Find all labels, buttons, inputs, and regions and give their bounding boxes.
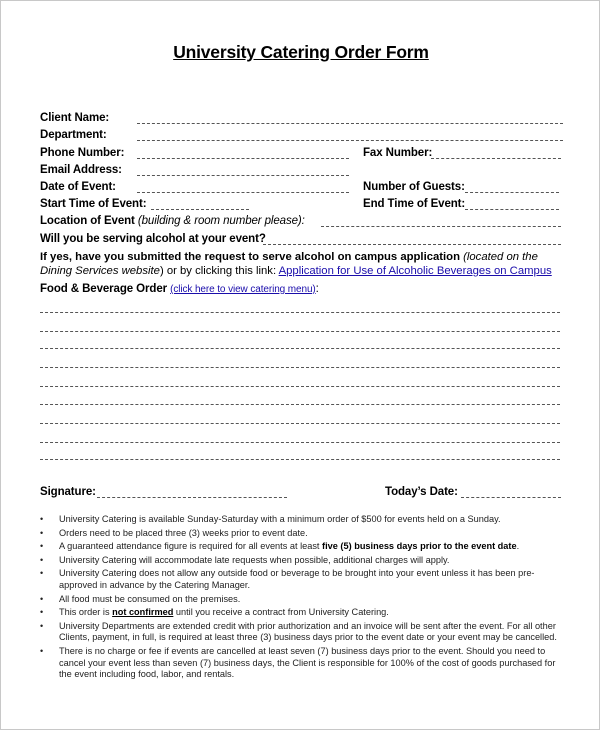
todays-date-label: Today’s Date:: [385, 486, 458, 498]
food-order-line-7[interactable]: [40, 423, 560, 424]
location-label: [40, 215, 305, 227]
food-order-line-9[interactable]: [40, 459, 560, 460]
fax-number-label: Fax Number:: [363, 147, 433, 159]
department-field[interactable]: [137, 140, 563, 141]
food-order-line-8[interactable]: [40, 442, 560, 443]
policy-item: • A guaranteed attendance figure is required for all events at least five (5) business days prior to the event date.: [40, 541, 570, 553]
policy-item: • University Departments are extended credit with prior authorization and an invoice will be sent after the event. For all other Clients, payment, in full, is required at least three (3) business days prior to the event date or your event may be cancelled.: [40, 621, 570, 644]
email-address-label: Email Address:: [40, 164, 122, 176]
policy-item: • Orders need to be placed three (3) weeks prior to event date.: [40, 528, 570, 540]
end-time-label: End Time of Event:: [363, 198, 466, 210]
client-name-label: Client Name:: [40, 112, 110, 124]
alcohol-field[interactable]: [263, 244, 561, 245]
food-order-line-5[interactable]: [40, 386, 560, 387]
email-address-field[interactable]: [137, 175, 349, 176]
fax-number-field[interactable]: [431, 158, 561, 159]
food-order-line-2[interactable]: [40, 331, 560, 332]
alcohol-request-question: If yes, have you submitted the request to serve alcohol on campus application: [40, 251, 460, 263]
location-field[interactable]: [321, 226, 561, 227]
alcohol-application-link[interactable]: Application for Use of Alcoholic Beverages on Campus: [278, 264, 552, 277]
alcohol-request-paragraph: [40, 251, 570, 278]
policy-emphasis: not confirmed: [112, 607, 174, 618]
page-title: University Catering Order Form: [173, 42, 429, 62]
client-name-field[interactable]: [137, 123, 563, 124]
location-hint: (building & room number please):: [137, 215, 305, 227]
todays-date-field[interactable]: [461, 497, 561, 498]
food-beverage-colon: :: [315, 283, 319, 295]
signature-label: Signature:: [40, 486, 96, 498]
food-order-line-3[interactable]: [40, 348, 560, 349]
phone-number-field[interactable]: [137, 158, 349, 159]
catering-menu-link[interactable]: (click here to view catering menu): [170, 284, 316, 295]
signature-field[interactable]: [97, 497, 287, 498]
alcohol-request-location-note: (located on the Dining Services website: [40, 251, 538, 277]
phone-number-label: Phone Number:: [40, 147, 125, 159]
date-of-event-label: Date of Event:: [40, 181, 116, 193]
policy-emphasis: five (5) business days prior to the event date: [322, 541, 517, 552]
policy-item: • University Catering will accommodate late requests when possible, additional charges will apply.: [40, 555, 570, 567]
start-time-label: Start Time of Event:: [40, 198, 147, 210]
policies-list: [40, 514, 570, 683]
alcohol-request-link-intro: ) or by clicking this link:: [159, 264, 279, 277]
policy-item: • There is no charge or fee if events are cancelled at least seven (7) business days prior to the event. Should you need to cancel your event less than seven (7) business days, the Client is responsible for 100% of the cost of goods purchased for the event including food, labor, and rentals.: [40, 646, 570, 681]
department-label: Department:: [40, 129, 107, 141]
number-of-guests-field[interactable]: [465, 192, 559, 193]
date-of-event-field[interactable]: [137, 192, 349, 193]
policy-item: • This order is not confirmed until you receive a contract from University Catering.: [40, 607, 570, 619]
food-order-line-4[interactable]: [40, 367, 560, 368]
food-beverage-label: Food & Beverage Order: [40, 283, 167, 295]
policy-item: • University Catering does not allow any outside food or beverage to be brought into your event unless it has been pre-approved in advance by the Catering Manager.: [40, 568, 570, 591]
location-label-text: Location of Event: [40, 215, 135, 227]
number-of-guests-label: Number of Guests:: [363, 181, 465, 193]
policy-item: • University Catering is available Sunday-Saturday with a minimum order of $500 for events held on a Sunday.: [40, 514, 570, 526]
food-order-line-6[interactable]: [40, 404, 560, 405]
food-beverage-label-row: [40, 283, 319, 295]
policy-item: • All food must be consumed on the premises.: [40, 594, 570, 606]
start-time-field[interactable]: [151, 209, 249, 210]
food-order-line-1[interactable]: [40, 312, 560, 313]
end-time-field[interactable]: [465, 209, 559, 210]
alcohol-question-label: Will you be serving alcohol at your event?: [40, 233, 266, 245]
